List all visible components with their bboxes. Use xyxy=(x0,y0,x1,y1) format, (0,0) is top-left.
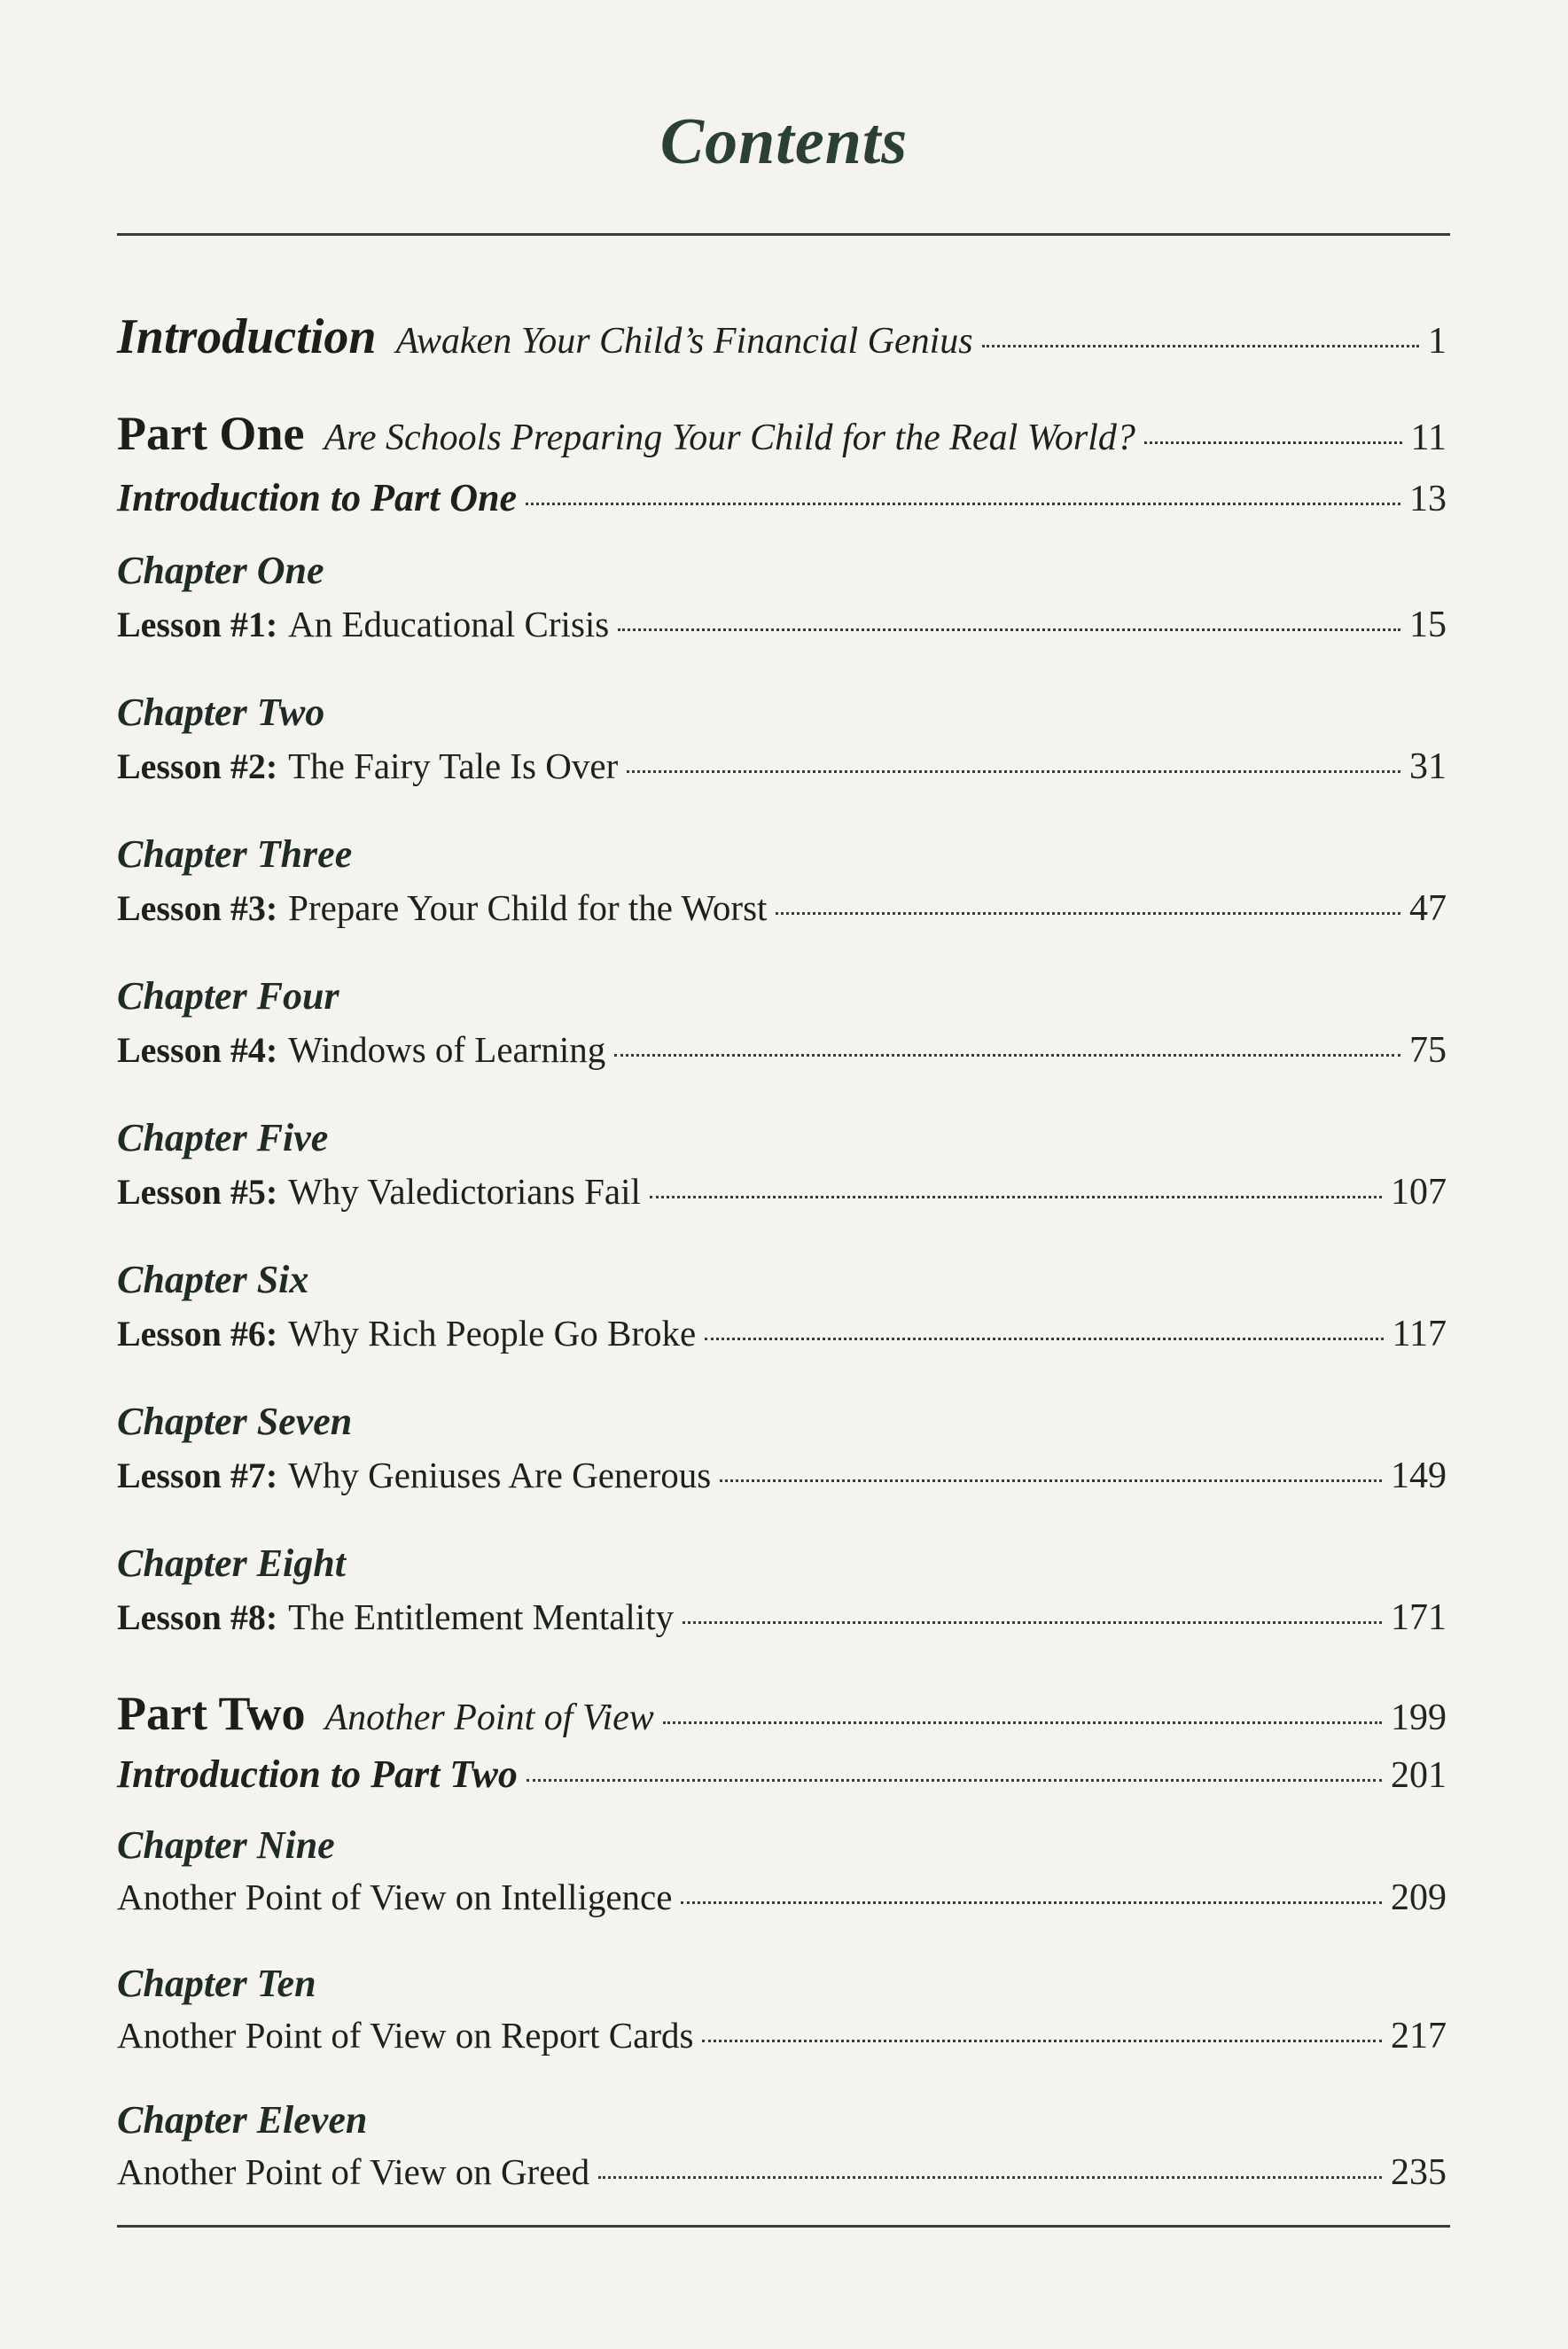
lesson-title: The Entitlement Mentality xyxy=(288,1596,675,1637)
page-number: 199 xyxy=(1391,1697,1447,1738)
chapter-title: Another Point of View on Greed xyxy=(117,2151,590,2192)
intro-heading: Introduction to Part Two xyxy=(117,1752,518,1796)
bottom-divider xyxy=(117,2225,1450,2228)
dot-leader xyxy=(614,1054,1400,1057)
page-number: 13 xyxy=(1409,479,1447,519)
chapter-heading: Chapter Eleven xyxy=(117,2098,368,2142)
chapter-heading: Chapter Eight xyxy=(117,1541,346,1585)
toc-entry-chapter-one[interactable] xyxy=(117,603,1447,646)
lesson-number: Lesson #1: xyxy=(117,605,278,644)
part-subtitle: Another Point of View xyxy=(324,1697,654,1738)
dot-leader xyxy=(683,1621,1382,1624)
lesson-number: Lesson #3: xyxy=(117,888,278,928)
dot-leader xyxy=(527,1779,1382,1782)
toc-entry-chapter-six[interactable] xyxy=(117,1312,1447,1355)
page-title: Contents xyxy=(659,105,909,178)
toc-entry-part-one[interactable] xyxy=(117,406,1447,461)
chapter-heading: Chapter Five xyxy=(117,1116,329,1159)
page-number: 209 xyxy=(1391,1877,1447,1918)
toc-entry-part-two[interactable] xyxy=(117,1686,1447,1741)
chapter-heading: Chapter Four xyxy=(117,974,339,1018)
toc-entry-chapter-three[interactable] xyxy=(117,886,1447,930)
lesson-number: Lesson #8: xyxy=(117,1597,278,1637)
page-number: 171 xyxy=(1391,1597,1447,1638)
toc-entry-introduction[interactable] xyxy=(117,308,1447,365)
part-subtitle: Awaken Your Child’s Financial Genius xyxy=(395,321,973,362)
lesson-number: Lesson #5: xyxy=(117,1172,278,1212)
toc-entry-chapter-seven[interactable] xyxy=(117,1454,1447,1497)
intro-heading: Introduction to Part One xyxy=(117,476,518,519)
lesson-title: The Fairy Tale Is Over xyxy=(288,745,619,786)
lesson-title: Why Rich People Go Broke xyxy=(288,1313,697,1354)
chapter-heading: Chapter One xyxy=(117,549,324,592)
chapter-heading: Chapter Three xyxy=(117,832,353,876)
page-number: 47 xyxy=(1409,888,1447,929)
dot-leader xyxy=(982,345,1419,347)
lesson-number: Lesson #7: xyxy=(117,1455,278,1495)
page-number: 201 xyxy=(1391,1755,1447,1796)
page-number: 11 xyxy=(1410,418,1447,458)
chapter-title: Another Point of View on Intelligence xyxy=(117,1877,673,1917)
toc-entry-chapter-five[interactable] xyxy=(117,1170,1447,1214)
chapter-heading: Chapter Ten xyxy=(117,1962,316,2005)
lesson-title: Prepare Your Child for the Worst xyxy=(288,887,768,928)
lesson-number: Lesson #2: xyxy=(117,746,278,786)
toc-entry-chapter-ten[interactable] xyxy=(117,2014,1447,2057)
toc-entry-intro-part-one[interactable] xyxy=(117,475,1447,520)
lesson-title: Why Geniuses Are Generous xyxy=(288,1455,712,1495)
chapter-heading: Chapter Two xyxy=(117,691,325,734)
lesson-title: An Educational Crisis xyxy=(288,604,610,644)
chapter-title: Another Point of View on Report Cards xyxy=(117,2015,694,2056)
part-label: Part One xyxy=(117,407,305,460)
dot-leader xyxy=(720,1479,1382,1482)
page-number: 1 xyxy=(1428,321,1447,362)
lesson-title: Windows of Learning xyxy=(288,1029,606,1070)
dot-leader xyxy=(1144,441,1402,444)
dot-leader xyxy=(776,912,1400,915)
top-divider xyxy=(117,233,1450,236)
toc-entry-chapter-eight[interactable] xyxy=(117,1596,1447,1639)
chapter-heading: Chapter Nine xyxy=(117,1823,335,1867)
chapter-heading: Chapter Six xyxy=(117,1258,309,1301)
dot-leader xyxy=(627,770,1400,773)
lesson-number: Lesson #4: xyxy=(117,1030,278,1070)
dot-leader xyxy=(526,503,1400,505)
dot-leader xyxy=(663,1721,1382,1724)
page-number: 75 xyxy=(1409,1030,1447,1071)
toc-entry-chapter-eleven[interactable] xyxy=(117,2150,1447,2194)
part-label: Introduction xyxy=(117,309,377,364)
dot-leader xyxy=(618,628,1400,631)
chapter-heading: Chapter Seven xyxy=(117,1400,353,1443)
toc-entry-intro-part-two[interactable] xyxy=(117,1752,1447,1797)
dot-leader xyxy=(598,2176,1382,2179)
toc-entry-chapter-four[interactable] xyxy=(117,1028,1447,1072)
page-number: 15 xyxy=(1409,605,1447,645)
part-label: Part Two xyxy=(117,1687,306,1740)
page-number: 107 xyxy=(1391,1172,1447,1213)
dot-leader xyxy=(705,1338,1383,1340)
lesson-title: Why Valedictorians Fail xyxy=(288,1171,641,1212)
part-subtitle: Are Schools Preparing Your Child for the Real World? xyxy=(324,418,1135,458)
page-number: 217 xyxy=(1391,2016,1447,2056)
page-number: 235 xyxy=(1391,2152,1447,2193)
page-number: 31 xyxy=(1409,746,1447,787)
dot-leader xyxy=(650,1196,1382,1198)
page-number: 117 xyxy=(1392,1314,1447,1354)
toc-entry-chapter-nine[interactable] xyxy=(117,1876,1447,1919)
page-number: 149 xyxy=(1391,1455,1447,1496)
dot-leader xyxy=(702,2040,1382,2042)
toc-entry-chapter-two[interactable] xyxy=(117,745,1447,788)
lesson-number: Lesson #6: xyxy=(117,1314,278,1354)
dot-leader xyxy=(681,1901,1382,1904)
